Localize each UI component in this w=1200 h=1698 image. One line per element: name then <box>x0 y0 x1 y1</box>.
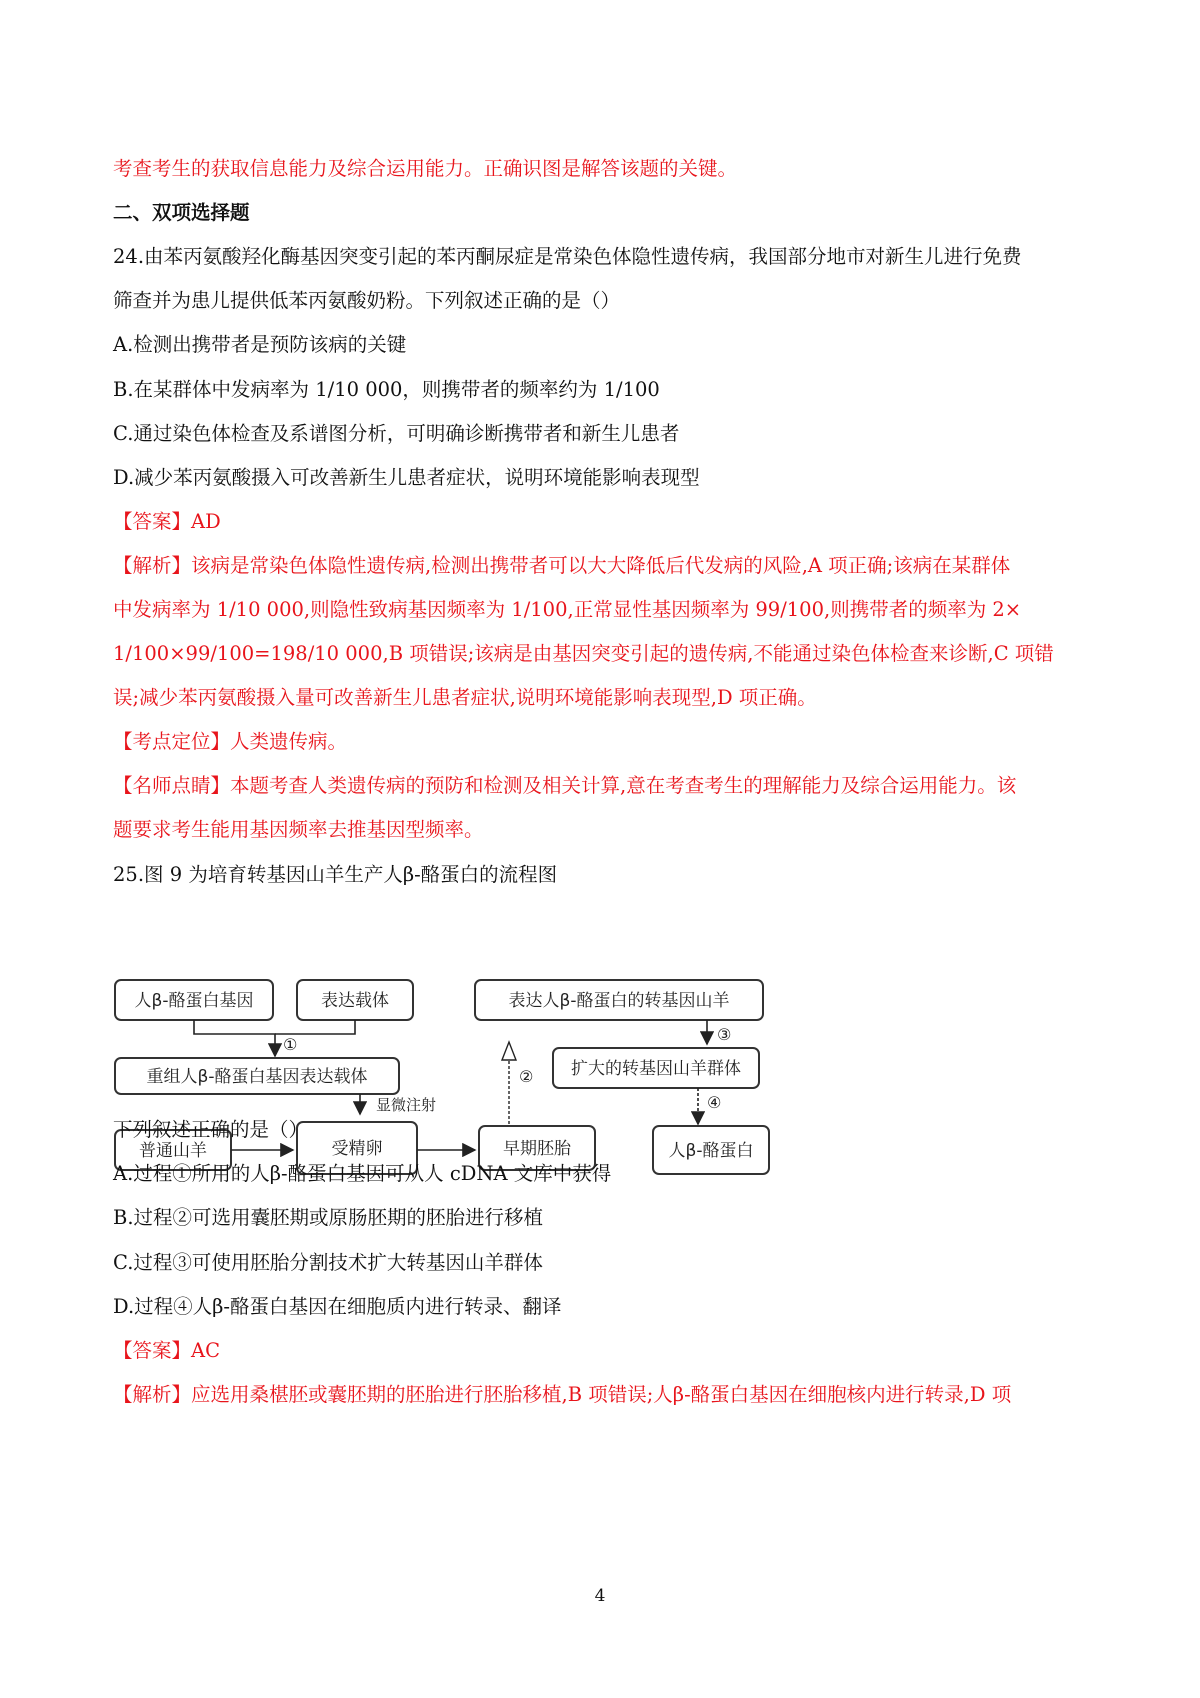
question-25-prompt: 下列叙述正确的是（） <box>113 1118 309 1141</box>
question-24-answer: 【答案】AD <box>113 510 221 533</box>
egg-label: 受精卵 <box>331 1139 383 1159</box>
step-2-arrowhead <box>502 1042 516 1060</box>
recombinant-label: 重组人β-酪蛋白基因表达载体 <box>146 1067 368 1087</box>
question-24-option-d: D.减少苯丙氨酸摄入可改善新生儿患者症状，说明环境能影响表现型 <box>113 466 700 489</box>
question-25-option-c: C.过程③可使用胚胎分割技术扩大转基因山羊群体 <box>113 1251 543 1274</box>
question-25-option-a: A.过程①所用的人β-酪蛋白基因可从人 cDNA 文库中获得 <box>113 1162 612 1185</box>
question-25-stem: 25.图 9 为培育转基因山羊生产人β-酪蛋白的流程图 <box>113 863 558 886</box>
question-25-analysis: 【解析】应选用桑椹胚或囊胚期的胚胎进行胚胎移植,B 项错误;人β-酪蛋白基因在细胞核内进行转录,D 项 <box>113 1383 1012 1406</box>
page-number: 4 <box>594 1586 606 1606</box>
question-24-analysis-line2: 中发病率为 1/10 000,则隐性致病基因频率为 1/100,正常显性基因频率为 99/100,则携带者的频率为 2× <box>113 598 1022 621</box>
protein-label: 人β-酪蛋白 <box>668 1141 754 1161</box>
question-25-option-d: D.过程④人β-酪蛋白基因在细胞质内进行转录、翻译 <box>113 1295 562 1318</box>
question-25-option-b: B.过程②可选用囊胚期或原肠胚期的胚胎进行移植 <box>113 1206 544 1229</box>
vector-line <box>275 1020 355 1034</box>
intro-text: 考查考生的获取信息能力及综合运用能力。正确识图是解答该题的关键。 <box>113 157 738 180</box>
goat-label: 普通山羊 <box>139 1141 207 1161</box>
flow-diagram-right <box>473 978 773 1128</box>
question-24-stem-line2: 筛查并为患儿提供低苯丙氨酸奶粉。下列叙述正确的是（） <box>113 289 621 312</box>
question-24-comment-line1: 【名师点睛】本题考查人类遗传病的预防和检测及相关计算,意在考查考生的理解能力及综合运用能力。该 <box>113 774 1017 797</box>
question-24-option-a: A.检测出携带者是预防该病的关键 <box>113 333 407 356</box>
question-24-analysis-line4: 误;减少苯丙氨酸摄入量可改善新生儿患者症状,说明环境能影响表现型,D 项正确。 <box>113 686 817 709</box>
population-label: 扩大的转基因山羊群体 <box>571 1059 741 1079</box>
question-24-analysis-line3: 1/100×99/100=198/10 000,B 项错误;该病是由基因突变引起的遗传病,不能通过染色体检查来诊断,C 项错 <box>113 642 1054 665</box>
gene-arrow <box>194 1020 275 1056</box>
step-4-label: ④ <box>707 1093 722 1112</box>
section-title: 二、双项选择题 <box>113 201 250 224</box>
question-24-option-c: C.通过染色体检查及系谱图分析，可明确诊断携带者和新生儿患者 <box>113 422 680 445</box>
step-3-label: ③ <box>717 1025 732 1044</box>
question-24-stem-line1: 24.由苯丙氨酸羟化酶基因突变引起的苯丙酮尿症是常染色体隐性遗传病，我国部分地市对新生儿进行免费 <box>113 245 1022 268</box>
embryo-label: 早期胚胎 <box>503 1139 571 1159</box>
transgenic-goat-label: 表达人β-酪蛋白的转基因山羊 <box>508 991 730 1011</box>
question-24-option-b: B.在某群体中发病率为 1/10 000，则携带者的频率约为 1/100 <box>113 378 660 401</box>
step-1-label: ① <box>283 1035 298 1054</box>
question-24-analysis-line1: 【解析】该病是常染色体隐性遗传病,检测出携带者可以大大降低后代发病的风险,A 项正确;该病在某群体 <box>113 554 1011 577</box>
gene-label: 人β-酪蛋白基因 <box>134 991 254 1011</box>
question-24-knowledge-point: 【考点定位】人类遗传病。 <box>113 730 348 753</box>
question-24-comment-line2: 题要求考生能用基因频率去推基因型频率。 <box>113 818 484 841</box>
vector-label: 表达载体 <box>321 991 389 1011</box>
microinjection-label: 显微注射 <box>376 1096 437 1114</box>
step-2-label: ② <box>519 1067 534 1086</box>
question-25-answer: 【答案】AC <box>113 1339 221 1362</box>
